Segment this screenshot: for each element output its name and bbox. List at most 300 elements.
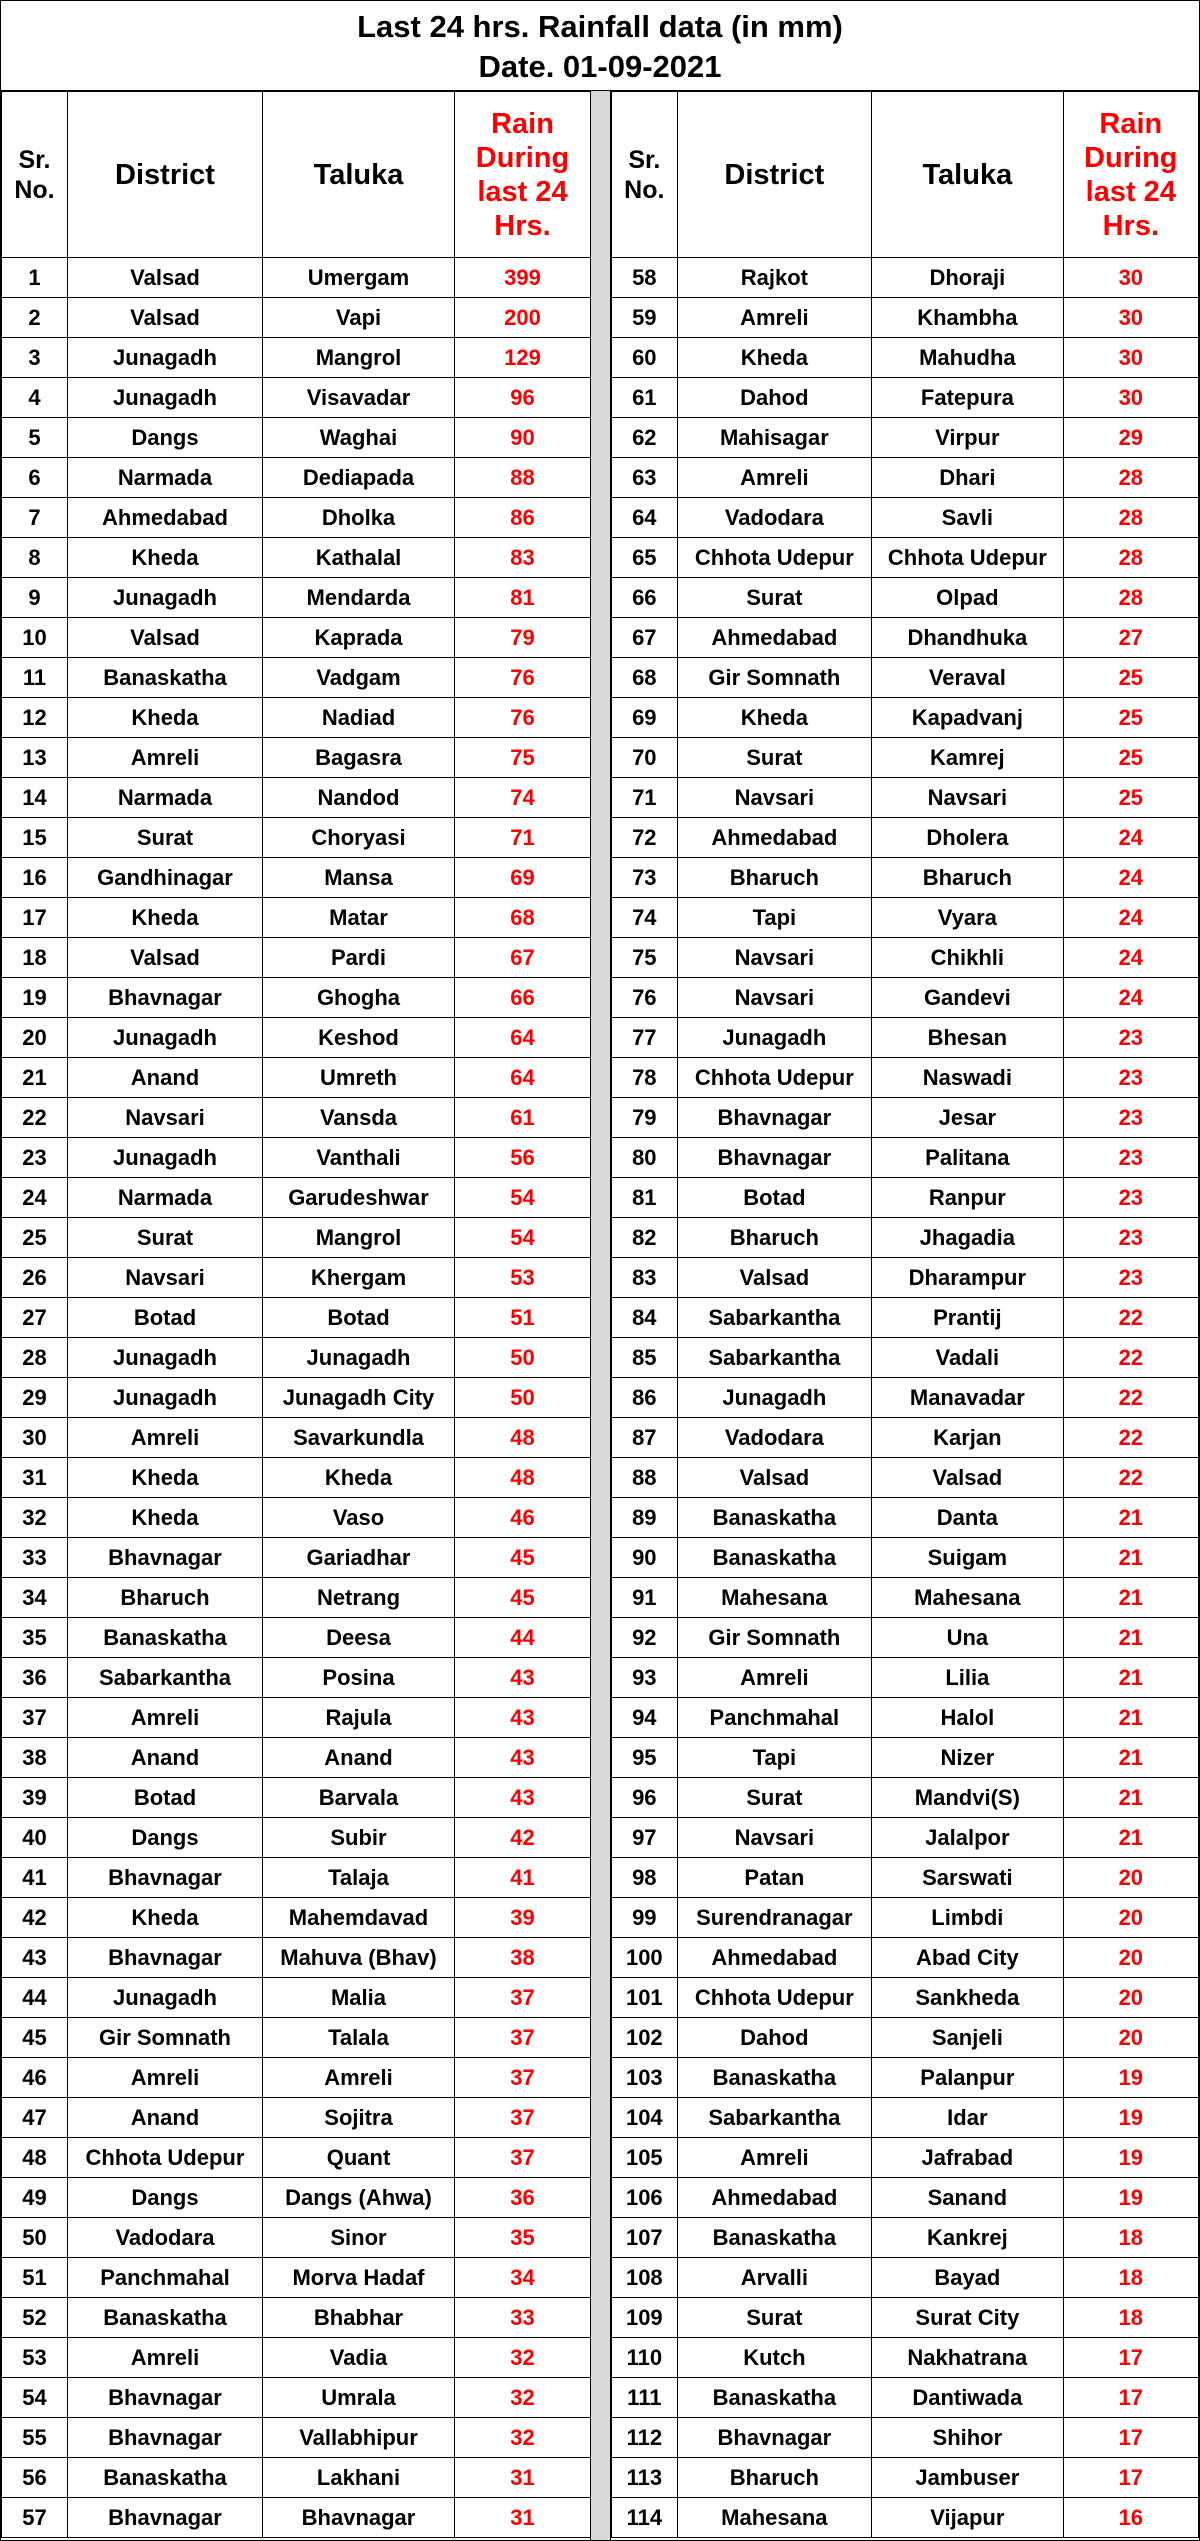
cell-rain: 21	[1063, 1778, 1198, 1818]
cell-district: Kutch	[677, 2338, 871, 2378]
table-row	[2, 938, 591, 978]
cell-rain: 56	[455, 1138, 591, 1178]
cell-taluka: Vadgam	[263, 658, 455, 698]
cell-rain: 35	[455, 2218, 591, 2258]
cell-district: Junagadh	[68, 1978, 263, 2018]
cell-rain: 25	[1063, 778, 1198, 818]
cell-taluka: Barvala	[263, 1778, 455, 1818]
cell-taluka: Kapadvanj	[872, 698, 1064, 738]
cell-sr-no: 77	[612, 1018, 678, 1058]
cell-district: Banaskatha	[677, 2058, 871, 2098]
cell-sr-no: 105	[612, 2138, 678, 2178]
cell-rain: 43	[455, 1698, 591, 1738]
table-row	[2, 1938, 591, 1978]
cell-rain: 24	[1063, 938, 1198, 978]
cell-district: Mahesana	[677, 1578, 871, 1618]
cell-district: Navsari	[677, 1818, 871, 1858]
cell-sr-no: 3	[2, 338, 68, 378]
cell-rain: 46	[455, 1498, 591, 1538]
table-row	[2, 2458, 591, 2498]
table-row	[2, 1578, 591, 1618]
cell-district: Surat	[677, 2298, 871, 2338]
cell-sr-no: 72	[612, 818, 678, 858]
cell-rain: 16	[1063, 2498, 1198, 2538]
cell-taluka: Nakhatrana	[872, 2338, 1064, 2378]
cell-taluka: Mansa	[263, 858, 455, 898]
cell-district: Banaskatha	[68, 2458, 263, 2498]
cell-taluka: Vaso	[263, 1498, 455, 1538]
cell-rain: 96	[455, 378, 591, 418]
table-row	[2, 1898, 591, 1938]
cell-rain: 51	[455, 1298, 591, 1338]
cell-taluka: Kaprada	[263, 618, 455, 658]
cell-sr-no: 78	[612, 1058, 678, 1098]
cell-sr-no: 76	[612, 978, 678, 1018]
cell-sr-no: 104	[612, 2098, 678, 2138]
cell-district: Vadodara	[677, 498, 871, 538]
cell-taluka: Surat City	[872, 2298, 1064, 2338]
cell-rain: 23	[1063, 1218, 1198, 1258]
cell-rain: 74	[455, 778, 591, 818]
cell-rain: 54	[455, 1218, 591, 1258]
cell-sr-no: 112	[612, 2418, 678, 2458]
cell-district: Bharuch	[677, 858, 871, 898]
cell-taluka: Karjan	[872, 1418, 1064, 1458]
cell-district: Bharuch	[677, 1218, 871, 1258]
cell-district: Sabarkantha	[677, 1338, 871, 1378]
cell-taluka: Khambha	[872, 298, 1064, 338]
cell-sr-no: 26	[2, 1258, 68, 1298]
cell-taluka: Naswadi	[872, 1058, 1064, 1098]
cell-district: Bhavnagar	[677, 1138, 871, 1178]
table-row	[2, 1458, 591, 1498]
cell-taluka: Botad	[263, 1298, 455, 1338]
cell-sr-no: 51	[2, 2258, 68, 2298]
table-row	[612, 1578, 1199, 1618]
cell-sr-no: 96	[612, 1778, 678, 1818]
cell-sr-no: 24	[2, 1178, 68, 1218]
cell-district: Amreli	[68, 1418, 263, 1458]
cell-district: Ahmedabad	[677, 2178, 871, 2218]
cell-taluka: Mangrol	[263, 338, 455, 378]
cell-taluka: Gariadhar	[263, 1538, 455, 1578]
cell-sr-no: 29	[2, 1378, 68, 1418]
cell-sr-no: 59	[612, 298, 678, 338]
cell-district: Kheda	[68, 898, 263, 938]
cell-sr-no: 52	[2, 2298, 68, 2338]
cell-district: Kheda	[68, 698, 263, 738]
cell-district: Navsari	[677, 938, 871, 978]
table-row	[612, 2098, 1199, 2138]
cell-sr-no: 102	[612, 2018, 678, 2058]
table-row	[612, 1698, 1199, 1738]
cell-rain: 37	[455, 2058, 591, 2098]
table-row	[2, 498, 591, 538]
cell-taluka: Chhota Udepur	[872, 538, 1064, 578]
cell-district: Ahmedabad	[677, 1938, 871, 1978]
table-row	[612, 2378, 1199, 2418]
cell-sr-no: 35	[2, 1618, 68, 1658]
cell-district: Bhavnagar	[68, 1858, 263, 1898]
left-table-half	[1, 91, 591, 2538]
cell-sr-no: 93	[612, 1658, 678, 1698]
table-row	[2, 1378, 591, 1418]
cell-rain: 17	[1063, 2418, 1198, 2458]
table-row	[612, 2058, 1199, 2098]
cell-taluka: Talala	[263, 2018, 455, 2058]
cell-taluka: Suigam	[872, 1538, 1064, 1578]
cell-rain: 37	[455, 2138, 591, 2178]
cell-rain: 34	[455, 2258, 591, 2298]
cell-sr-no: 110	[612, 2338, 678, 2378]
cell-taluka: Idar	[872, 2098, 1064, 2138]
cell-district: Junagadh	[68, 338, 263, 378]
cell-taluka: Mahudha	[872, 338, 1064, 378]
cell-district: Valsad	[68, 938, 263, 978]
table-row	[2, 2378, 591, 2418]
cell-district: Sabarkantha	[68, 1658, 263, 1698]
table-row	[2, 1658, 591, 1698]
cell-rain: 18	[1063, 2218, 1198, 2258]
cell-sr-no: 45	[2, 2018, 68, 2058]
cell-sr-no: 57	[2, 2498, 68, 2538]
cell-rain: 45	[455, 1578, 591, 1618]
cell-district: Junagadh	[68, 1378, 263, 1418]
table-row	[612, 1498, 1199, 1538]
right-table-half	[611, 91, 1199, 2538]
cell-taluka: Sinor	[263, 2218, 455, 2258]
cell-district: Panchmahal	[68, 2258, 263, 2298]
cell-sr-no: 89	[612, 1498, 678, 1538]
cell-taluka: Junagadh	[263, 1338, 455, 1378]
cell-rain: 37	[455, 1978, 591, 2018]
cell-taluka: Nandod	[263, 778, 455, 818]
cell-district: Kheda	[68, 1458, 263, 1498]
cell-sr-no: 31	[2, 1458, 68, 1498]
table-row	[612, 858, 1199, 898]
cell-rain: 38	[455, 1938, 591, 1978]
cell-taluka: Valsad	[872, 1458, 1064, 1498]
table-row	[2, 2018, 591, 2058]
table-row	[612, 538, 1199, 578]
cell-district: Panchmahal	[677, 1698, 871, 1738]
cell-taluka: Morva Hadaf	[263, 2258, 455, 2298]
header-row	[2, 92, 591, 258]
cell-sr-no: 67	[612, 618, 678, 658]
cell-sr-no: 12	[2, 698, 68, 738]
table-row	[612, 498, 1199, 538]
cell-district: Surat	[677, 578, 871, 618]
cell-district: Amreli	[68, 738, 263, 778]
cell-sr-no: 88	[612, 1458, 678, 1498]
cell-sr-no: 23	[2, 1138, 68, 1178]
cell-rain: 88	[455, 458, 591, 498]
cell-taluka: Vijapur	[872, 2498, 1064, 2538]
cell-district: Anand	[68, 2098, 263, 2138]
cell-sr-no: 10	[2, 618, 68, 658]
cell-taluka: Dangs (Ahwa)	[263, 2178, 455, 2218]
cell-sr-no: 85	[612, 1338, 678, 1378]
cell-district: Bhavnagar	[68, 978, 263, 1018]
table-row	[612, 1378, 1199, 1418]
cell-rain: 21	[1063, 1698, 1198, 1738]
cell-taluka: Prantij	[872, 1298, 1064, 1338]
cell-rain: 48	[455, 1458, 591, 1498]
cell-sr-no: 20	[2, 1018, 68, 1058]
cell-taluka: Palitana	[872, 1138, 1064, 1178]
cell-taluka: Sanjeli	[872, 2018, 1064, 2058]
cell-rain: 18	[1063, 2258, 1198, 2298]
cell-taluka: Lakhani	[263, 2458, 455, 2498]
table-row	[2, 1818, 591, 1858]
table-row	[612, 1338, 1199, 1378]
cell-rain: 30	[1063, 298, 1198, 338]
cell-taluka: Keshod	[263, 1018, 455, 1058]
cell-sr-no: 73	[612, 858, 678, 898]
cell-sr-no: 18	[2, 938, 68, 978]
cell-district: Junagadh	[68, 1018, 263, 1058]
cell-taluka: Kankrej	[872, 2218, 1064, 2258]
table-row	[612, 938, 1199, 978]
cell-taluka: Sojitra	[263, 2098, 455, 2138]
cell-taluka: Vadia	[263, 2338, 455, 2378]
cell-rain: 28	[1063, 498, 1198, 538]
table-row	[612, 458, 1199, 498]
cell-rain: 18	[1063, 2298, 1198, 2338]
cell-district: Chhota Udepur	[677, 1978, 871, 2018]
cell-rain: 67	[455, 938, 591, 978]
cell-taluka: Kathalal	[263, 538, 455, 578]
cell-district: Amreli	[68, 2058, 263, 2098]
table-row	[2, 298, 591, 338]
cell-district: Amreli	[677, 2138, 871, 2178]
cell-district: Banaskatha	[677, 2218, 871, 2258]
header-sr-no: Sr. No.	[612, 92, 678, 258]
cell-taluka: Kheda	[263, 1458, 455, 1498]
cell-rain: 129	[455, 338, 591, 378]
cell-taluka: Vyara	[872, 898, 1064, 938]
cell-rain: 90	[455, 418, 591, 458]
cell-rain: 39	[455, 1898, 591, 1938]
cell-sr-no: 92	[612, 1618, 678, 1658]
cell-district: Dahod	[677, 378, 871, 418]
table-row	[2, 1498, 591, 1538]
cell-rain: 24	[1063, 978, 1198, 1018]
table-row	[2, 2058, 591, 2098]
cell-sr-no: 106	[612, 2178, 678, 2218]
cell-district: Botad	[68, 1298, 263, 1338]
cell-district: Gir Somnath	[677, 658, 871, 698]
cell-sr-no: 32	[2, 1498, 68, 1538]
cell-rain: 76	[455, 698, 591, 738]
cell-rain: 33	[455, 2298, 591, 2338]
cell-taluka: Gandevi	[872, 978, 1064, 1018]
cell-sr-no: 55	[2, 2418, 68, 2458]
cell-district: Junagadh	[68, 1338, 263, 1378]
cell-taluka: Manavadar	[872, 1378, 1064, 1418]
cell-taluka: Netrang	[263, 1578, 455, 1618]
cell-district: Vadodara	[68, 2218, 263, 2258]
table-row	[2, 898, 591, 938]
report-title: Last 24 hrs. Rainfall data (in mm)	[357, 9, 843, 44]
cell-district: Narmada	[68, 1178, 263, 1218]
table-row	[2, 578, 591, 618]
cell-rain: 22	[1063, 1298, 1198, 1338]
table-row	[2, 538, 591, 578]
title-block	[1, 1, 1199, 91]
table-row	[612, 2298, 1199, 2338]
cell-sr-no: 91	[612, 1578, 678, 1618]
cell-sr-no: 37	[2, 1698, 68, 1738]
cell-rain: 41	[455, 1858, 591, 1898]
cell-district: Banaskatha	[677, 2378, 871, 2418]
cell-taluka: Mahuva (Bhav)	[263, 1938, 455, 1978]
table-row	[612, 1178, 1199, 1218]
cell-taluka: Ghogha	[263, 978, 455, 1018]
cell-district: Surat	[68, 818, 263, 858]
cell-sr-no: 87	[612, 1418, 678, 1458]
table-row	[2, 658, 591, 698]
cell-taluka: Jhagadia	[872, 1218, 1064, 1258]
table-row	[612, 298, 1199, 338]
cell-district: Valsad	[68, 298, 263, 338]
cell-sr-no: 101	[612, 1978, 678, 2018]
cell-rain: 25	[1063, 698, 1198, 738]
cell-district: Surat	[68, 1218, 263, 1258]
cell-sr-no: 98	[612, 1858, 678, 1898]
cell-taluka: Pardi	[263, 938, 455, 978]
table-row	[612, 418, 1199, 458]
cell-rain: 22	[1063, 1418, 1198, 1458]
cell-rain: 54	[455, 1178, 591, 1218]
cell-district: Kheda	[68, 1898, 263, 1938]
table-row	[612, 978, 1199, 1018]
table-row	[2, 418, 591, 458]
cell-rain: 48	[455, 1418, 591, 1458]
cell-rain: 22	[1063, 1458, 1198, 1498]
header-rain: Rain During last 24 Hrs.	[1063, 92, 1198, 258]
table-row	[2, 2098, 591, 2138]
cell-taluka: Malia	[263, 1978, 455, 2018]
cell-sr-no: 41	[2, 1858, 68, 1898]
cell-sr-no: 75	[612, 938, 678, 978]
table-row	[2, 1058, 591, 1098]
cell-rain: 43	[455, 1658, 591, 1698]
cell-district: Tapi	[677, 898, 871, 938]
table-row	[612, 1978, 1199, 2018]
cell-district: Gandhinagar	[68, 858, 263, 898]
cell-sr-no: 38	[2, 1738, 68, 1778]
table-row	[612, 1298, 1199, 1338]
cell-taluka: Jesar	[872, 1098, 1064, 1138]
cell-taluka: Mahesana	[872, 1578, 1064, 1618]
cell-district: Bhavnagar	[68, 2498, 263, 2538]
table-row	[612, 1538, 1199, 1578]
cell-rain: 22	[1063, 1378, 1198, 1418]
cell-rain: 19	[1063, 2058, 1198, 2098]
cell-sr-no: 86	[612, 1378, 678, 1418]
cell-sr-no: 5	[2, 418, 68, 458]
cell-rain: 17	[1063, 2338, 1198, 2378]
rainfall-table-left	[1, 91, 591, 2538]
cell-taluka: Mahemdavad	[263, 1898, 455, 1938]
table-row	[612, 2018, 1199, 2058]
cell-rain: 50	[455, 1378, 591, 1418]
cell-district: Bhavnagar	[68, 2418, 263, 2458]
cell-sr-no: 63	[612, 458, 678, 498]
cell-sr-no: 82	[612, 1218, 678, 1258]
cell-sr-no: 54	[2, 2378, 68, 2418]
table-row	[612, 2138, 1199, 2178]
table-row	[2, 1018, 591, 1058]
report-date: Date. 01-09-2021	[478, 49, 722, 84]
cell-sr-no: 53	[2, 2338, 68, 2378]
cell-district: Kheda	[677, 698, 871, 738]
cell-sr-no: 81	[612, 1178, 678, 1218]
cell-sr-no: 2	[2, 298, 68, 338]
table-row	[612, 1898, 1199, 1938]
cell-rain: 30	[1063, 338, 1198, 378]
cell-rain: 20	[1063, 2018, 1198, 2058]
cell-rain: 23	[1063, 1138, 1198, 1178]
cell-taluka: Posina	[263, 1658, 455, 1698]
cell-district: Kheda	[68, 1498, 263, 1538]
cell-taluka: Kamrej	[872, 738, 1064, 778]
cell-rain: 45	[455, 1538, 591, 1578]
cell-district: Surat	[677, 1778, 871, 1818]
cell-district: Bharuch	[68, 1578, 263, 1618]
cell-district: Tapi	[677, 1738, 871, 1778]
cell-rain: 20	[1063, 1978, 1198, 2018]
header-rain: Rain During last 24 Hrs.	[455, 92, 591, 258]
cell-sr-no: 79	[612, 1098, 678, 1138]
table-row	[612, 738, 1199, 778]
cell-sr-no: 34	[2, 1578, 68, 1618]
cell-sr-no: 109	[612, 2298, 678, 2338]
cell-district: Rajkot	[677, 258, 871, 298]
cell-sr-no: 30	[2, 1418, 68, 1458]
cell-rain: 17	[1063, 2458, 1198, 2498]
cell-taluka: Vapi	[263, 298, 455, 338]
cell-taluka: Bharuch	[872, 858, 1064, 898]
cell-rain: 24	[1063, 818, 1198, 858]
cell-taluka: Lilia	[872, 1658, 1064, 1698]
cell-sr-no: 66	[612, 578, 678, 618]
table-row	[612, 1098, 1199, 1138]
cell-rain: 28	[1063, 538, 1198, 578]
table-row	[2, 618, 591, 658]
cell-sr-no: 113	[612, 2458, 678, 2498]
cell-taluka: Ranpur	[872, 1178, 1064, 1218]
cell-sr-no: 42	[2, 1898, 68, 1938]
cell-rain: 24	[1063, 898, 1198, 938]
column-divider	[590, 91, 611, 2540]
table-row	[2, 1738, 591, 1778]
cell-sr-no: 100	[612, 1938, 678, 1978]
cell-rain: 44	[455, 1618, 591, 1658]
cell-district: Junagadh	[677, 1018, 871, 1058]
cell-district: Ahmedabad	[677, 618, 871, 658]
rainfall-table-right	[611, 91, 1199, 2538]
cell-sr-no: 69	[612, 698, 678, 738]
cell-rain: 21	[1063, 1538, 1198, 1578]
cell-taluka: Bayad	[872, 2258, 1064, 2298]
cell-taluka: Vallabhipur	[263, 2418, 455, 2458]
table-row	[612, 1138, 1199, 1178]
cell-sr-no: 17	[2, 898, 68, 938]
table-row	[612, 618, 1199, 658]
cell-district: Dangs	[68, 1818, 263, 1858]
